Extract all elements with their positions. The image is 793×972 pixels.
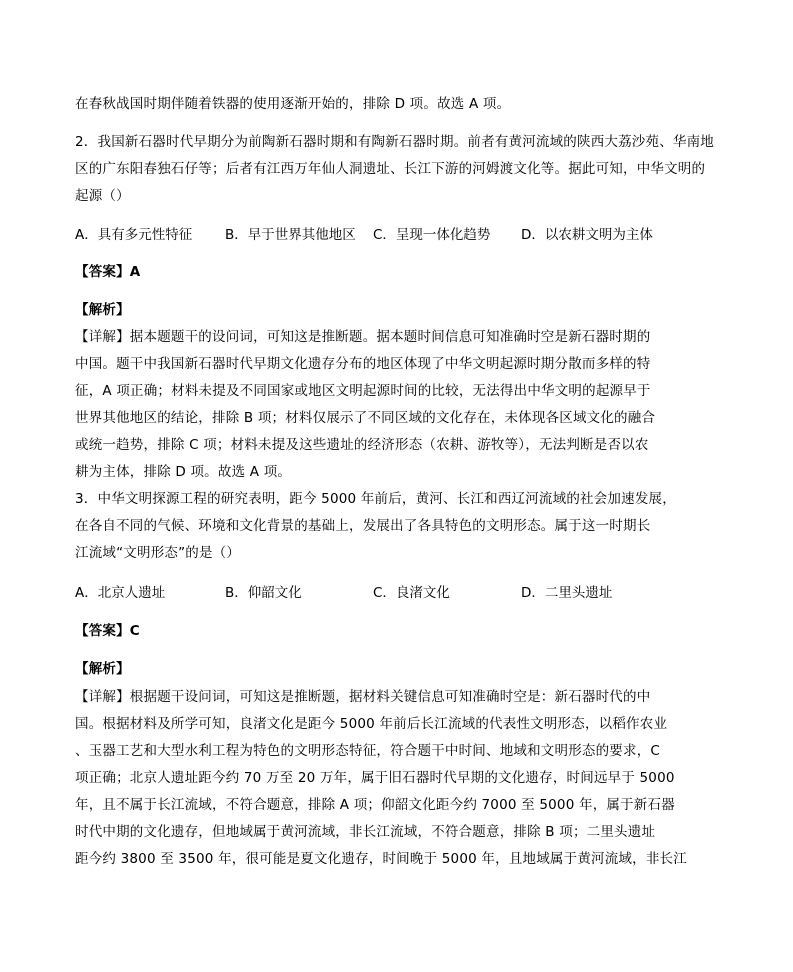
- q3-detail-line-3: 、玉器工艺和大型水利工程为特色的文明形态特征，符合题干中时间、地域和文明形态的要求，C: [75, 743, 661, 759]
- q2-stem-line-1: 2．我国新石器时代早期分为前陶新石器时期和有陶新石器时期。前者有黄河流域的陕西大荔沙苑、华南地: [75, 134, 714, 150]
- q2-detail-line-5: 或统一趋势，排除 C 项；材料未提及这些遗址的经济形态（农耕、游牧等），无法判断是否以农: [75, 437, 649, 453]
- q2-stem-line-3: 起源（）: [75, 188, 130, 204]
- q3-detail-line-1: 【详解】根据题干设问词，可知这是推断题，据材料关键信息可知准确时空是：新石器时代的中: [75, 689, 651, 705]
- q3-detail-line-7: 距今约 3800 至 3500 年，很可能是夏文化遗存，时间晚于 5000 年，且地域属于黄河流域，非长江: [75, 851, 687, 867]
- q3-answer: 【答案】C: [75, 623, 140, 639]
- q3-detail-line-2: 国。根据材料及所学可知，良渚文化是距今 5000 年前后长江流域的代表性文明形态，以稻作农业: [75, 716, 668, 732]
- q2-answer: 【答案】A: [75, 264, 141, 280]
- q3-stem-line-3: 江流域“文明形态”的是（）: [75, 545, 241, 561]
- q2-detail-line-4: 世界其他地区的结论，排除 B 项；材料仅展示了不同区域的文化存在，未体现各区域文化的融合: [75, 410, 656, 426]
- q3-option-c: C．良渚文化: [373, 585, 450, 601]
- q2-stem-line-2: 区的广东阳春独石仔等；后者有江西万年仙人洞遗址、长江下游的河姆渡文化等。据此可知，中华文明的: [75, 161, 706, 177]
- q2-option-c: C．呈现一体化趋势: [373, 227, 491, 243]
- q2-option-d: D．以农耕文明为主体: [521, 227, 653, 243]
- q3-option-a: A．北京人遗址: [75, 585, 166, 601]
- q2-analysis-heading: 【解析】: [75, 302, 130, 318]
- q3-stem-line-2: 在各自不同的气候、环境和文化背景的基础上，发展出了各具特色的文明形态。属于这一时期长: [75, 518, 651, 534]
- q2-detail-line-2: 中国。题干中我国新石器时代早期文化遗存分布的地区体现了中华文明起源时期分散而多样的特: [75, 356, 651, 372]
- q2-detail-line-1: 【详解】据本题题干的设问词，可知这是推断题。据本题时间信息可知准确时空是新石器时期的: [75, 329, 651, 345]
- q3-stem-line-1: 3．中华文明探源工程的研究表明，距今 5000 年前后，黄河、长江和西辽河流域的社会加速发展，: [75, 491, 676, 507]
- q2-detail-line-3: 征，A 项正确；材料未提及不同国家或地区文明起源时间的比较，无法得出中华文明的起源早于: [75, 383, 651, 399]
- q3-detail-line-6: 时代中期的文化遗存，但地域属于黄河流域，非长江流域，不符合题意，排除 B 项；二里头遗址: [75, 824, 656, 840]
- q3-option-b: B．仰韶文化: [225, 585, 302, 601]
- q3-detail-line-4: 项正确；北京人遗址距今约 70 万至 20 万年，属于旧石器时代早期的文化遗存，时间远早于 5000: [75, 770, 675, 786]
- q3-analysis-heading: 【解析】: [75, 661, 130, 677]
- q2-detail-line-6: 耕为主体，排除 D 项。故选 A 项。: [75, 464, 292, 480]
- q2-option-b: B．早于世界其他地区: [225, 227, 356, 243]
- q3-option-d: D．二里头遗址: [521, 585, 613, 601]
- previous-explanation-tail: 在春秋战国时期伴随着铁器的使用逐渐开始的，排除 D 项。故选 A 项。: [75, 96, 511, 112]
- q3-detail-line-5: 年，且不属于长江流域，不符合题意，排除 A 项；仰韶文化距今约 7000 至 5000 年，属于新石器: [75, 797, 675, 813]
- q2-option-a: A．具有多元性特征: [75, 227, 193, 243]
